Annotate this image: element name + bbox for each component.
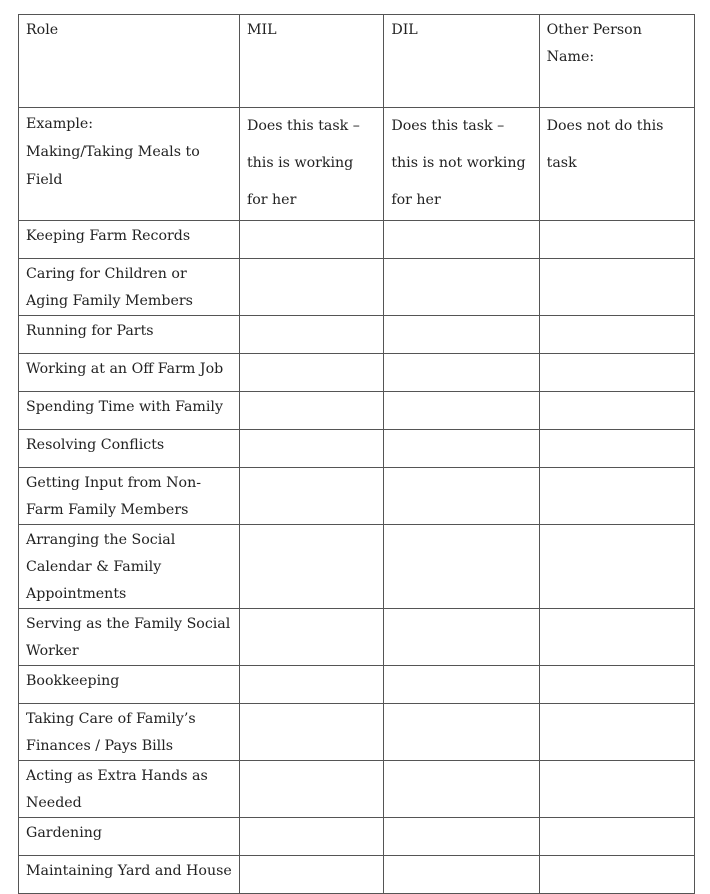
mil-cell [239,392,383,430]
other-cell [539,259,694,316]
role-cell: Caring for Children or Aging Family Members [19,259,240,316]
header-mil: MIL [239,15,383,108]
example-label: Example: [26,116,94,132]
role-cell: Getting Input from Non-Farm Family Members [19,468,240,525]
mil-cell [239,430,383,468]
dil-cell [384,430,539,468]
other-cell [539,704,694,761]
table-row [19,761,695,818]
role-cell: Resolving Conflicts [19,430,240,468]
mil-cell [239,761,383,818]
table-row [19,430,695,468]
example-mil: Does this task – this is working for her [239,108,383,221]
dil-cell [384,609,539,666]
role-cell: Running for Parts [19,316,240,354]
mil-cell [239,609,383,666]
other-cell [539,430,694,468]
dil-cell [384,818,539,856]
dil-cell [384,221,539,259]
role-cell: Arranging the Social Calendar & Family Appointments [19,525,240,609]
dil-cell [384,316,539,354]
table-row [19,316,695,354]
mil-cell [239,259,383,316]
role-cell: Keeping Farm Records [19,221,240,259]
header-dil: DIL [384,15,539,108]
mil-cell [239,704,383,761]
roles-table [18,14,695,894]
role-cell: Taking Care of Family’s Finances / Pays Bills [19,704,240,761]
mil-cell [239,818,383,856]
other-cell [539,468,694,525]
table-row [19,704,695,761]
mil-cell [239,354,383,392]
other-cell [539,354,694,392]
dil-cell [384,761,539,818]
role-cell: Acting as Extra Hands as Needed [19,761,240,818]
other-cell [539,609,694,666]
other-cell [539,221,694,259]
table-row [19,609,695,666]
mil-cell [239,221,383,259]
other-cell [539,525,694,609]
example-other-person: Does not do this task [539,108,694,221]
other-cell [539,818,694,856]
role-cell: Gardening [19,818,240,856]
role-cell: Spending Time with Family [19,392,240,430]
table-row [19,392,695,430]
header-other-person: Other Person Name: [539,15,694,108]
other-cell [539,666,694,704]
role-cell: Working at an Off Farm Job [19,354,240,392]
header-row [19,15,695,108]
mil-cell [239,468,383,525]
header-role: Role [19,15,240,108]
table-row [19,354,695,392]
table-row [19,259,695,316]
other-cell [539,316,694,354]
example-task: Making/Taking Meals to Field [26,144,200,188]
role-cell: Maintaining Yard and House [19,856,240,894]
example-row [19,108,695,221]
dil-cell [384,525,539,609]
example-dil: Does this task – this is not working for her [384,108,539,221]
other-cell [539,761,694,818]
role-cell: Bookkeeping [19,666,240,704]
dil-cell [384,354,539,392]
mil-cell [239,316,383,354]
mil-cell [239,666,383,704]
table-row [19,221,695,259]
table-row [19,666,695,704]
table-row [19,525,695,609]
dil-cell [384,704,539,761]
role-cell: Serving as the Family Social Worker [19,609,240,666]
dil-cell [384,468,539,525]
dil-cell [384,392,539,430]
dil-cell [384,259,539,316]
mil-cell [239,525,383,609]
dil-cell [384,666,539,704]
table-row [19,468,695,525]
example-role [19,108,240,221]
other-cell [539,392,694,430]
table-row [19,818,695,856]
